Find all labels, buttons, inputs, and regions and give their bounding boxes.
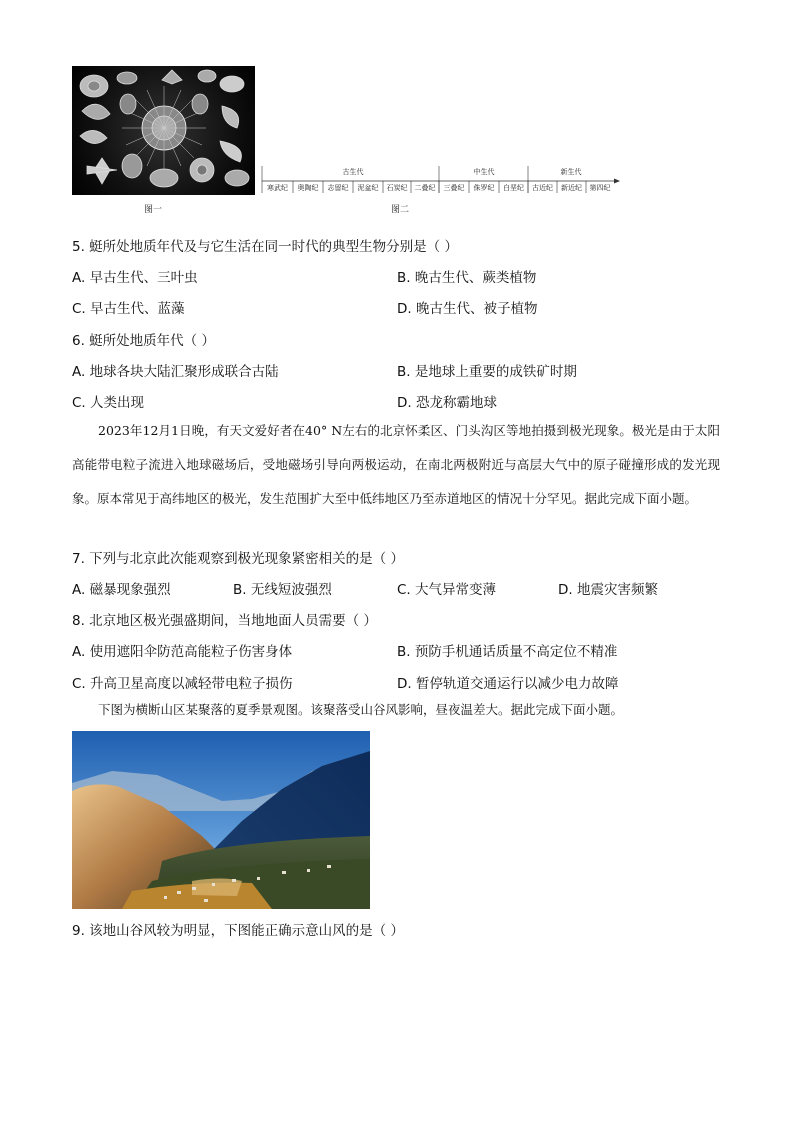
fossil-illustration: [72, 66, 255, 195]
era-cenozoic: 新生代: [560, 168, 582, 176]
geologic-timeline: [258, 160, 620, 194]
period-label: 白垩纪: [503, 184, 524, 192]
q5-option-d: D. 晚古生代、被子植物: [397, 301, 538, 317]
q6-option-b: B. 是地球上重要的成铁矿时期: [397, 364, 577, 380]
q5-option-a: A. 早古生代、三叶虫: [72, 270, 198, 286]
q8-option-c: C. 升高卫星高度以减轻带电粒子损伤: [72, 676, 293, 692]
question-7-stem: 7. 下列与北京此次能观察到极光现象紧密相关的是（ ）: [72, 551, 404, 567]
aurora-passage: [72, 414, 720, 516]
q5-option-b: B. 晚古生代、蕨类植物: [397, 270, 537, 286]
fossil-drawing: [72, 66, 255, 195]
period-label: 新近纪: [561, 184, 582, 192]
period-label: 侏罗纪: [473, 184, 495, 192]
q6-option-c: C. 人类出现: [72, 395, 145, 411]
q8-option-b: B. 预防手机通话质量不高定位不精准: [397, 644, 618, 660]
settlement-passage-text: 下图为横断山区某聚落的夏季景观图。该聚落受山谷风影响，昼夜温差大。据此完成下面小题。: [98, 702, 624, 717]
q8-option-d: D. 暂停轨道交通运行以减少电力故障: [397, 676, 619, 692]
period-label: 三叠纪: [443, 184, 465, 192]
era-mesozoic: 中生代: [473, 168, 495, 176]
q8-option-a: A. 使用遮阳伞防范高能粒子伤害身体: [72, 644, 293, 660]
era-paleozoic: 古生代: [342, 168, 364, 176]
figure-1-caption: 图一: [144, 205, 163, 215]
q6-option-d: D. 恐龙称霸地球: [397, 395, 497, 411]
question-9-stem: 9. 该地山谷风较为明显，下图能正确示意山风的是（ ）: [72, 923, 404, 939]
q7-option-a: A. 磁暴现象强烈: [72, 582, 171, 598]
question-8-stem: 8. 北京地区极光强盛期间，当地地面人员需要（ ）: [72, 613, 377, 629]
q7-option-d: D. 地震灾害频繁: [558, 582, 658, 598]
period-label: 古近纪: [532, 184, 553, 192]
period-label: 志留纪: [327, 184, 349, 192]
question-5-stem: 5. 蜓所处地质年代及与它生活在同一时代的典型生物分别是（ ）: [72, 239, 458, 255]
period-label: 二叠纪: [414, 184, 436, 192]
period-label: 寒武纪: [267, 184, 288, 192]
q7-option-b: B. 无线短波强烈: [233, 582, 332, 598]
figure-2-caption: 图二: [391, 205, 410, 215]
aurora-passage-text: 2023年12月1日晚，有天文爱好者在40° N左右的北京怀柔区、门头沟区等地拍摄到极光现象。极光是由于太阳高能带电粒子流进入地球磁场后，受地磁场引导向两极运动，在南北两极附近与高层大气中的原子碰撞形成的发光现象。原本常见于高纬地区的极光，发生范围扩大至中低纬地区乃至赤道地区的情况十分罕见。据此完成下面小题。: [72, 423, 720, 506]
q6-option-a: A. 地球各块大陆汇聚形成联合古陆: [72, 364, 279, 380]
period-label: 奥陶纪: [297, 184, 319, 192]
settlement-landscape-photo: [72, 731, 370, 909]
question-6-stem: 6. 蜓所处地质年代（ ）: [72, 333, 215, 349]
q5-option-c: C. 早古生代、蓝藻: [72, 301, 185, 317]
period-label: 泥盆纪: [357, 184, 379, 192]
timeline-arrow: [614, 179, 620, 184]
period-label: 石炭纪: [386, 184, 408, 192]
settlement-passage: [72, 695, 720, 725]
period-label: 第四纪: [589, 184, 611, 192]
q7-option-c: C. 大气异常变薄: [397, 582, 497, 598]
